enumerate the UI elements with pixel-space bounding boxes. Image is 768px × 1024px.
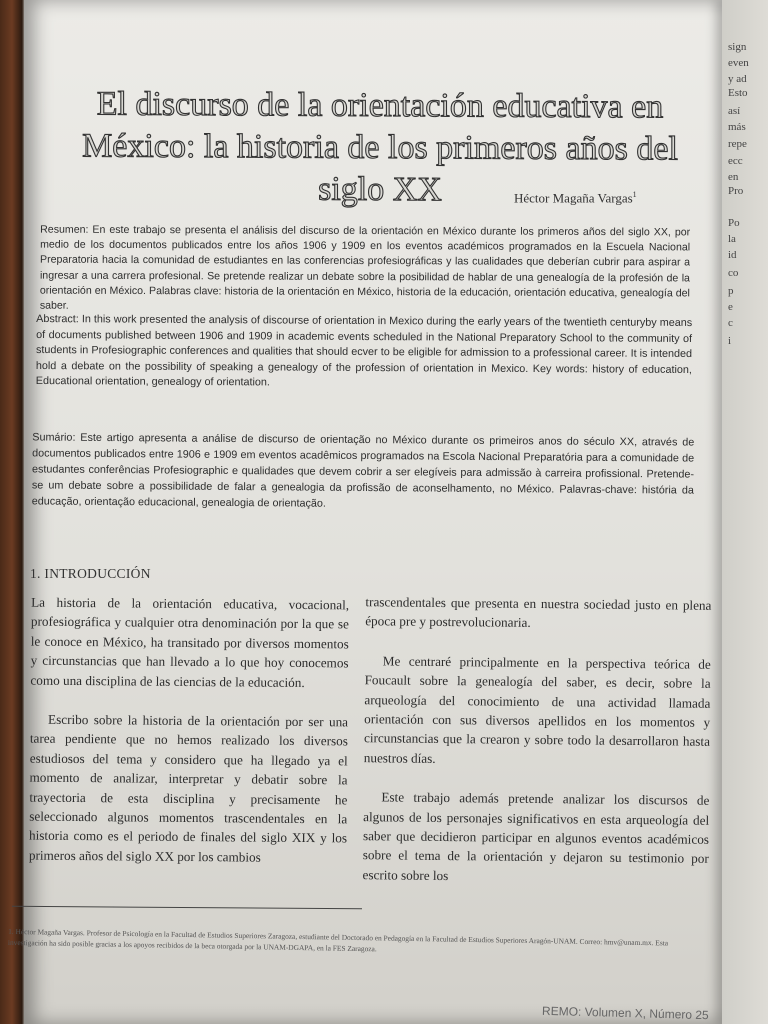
paragraph: Escribo sobre la historia de la orientación por ser una tarea pendiente que no hemos realizado los diversos estudiosos del tema y considero que ha llegado ya el momento de analizar, interpretar y debatir sobre la trayectoria de esta disciplina y precisamente he seleccionado algunos momentos trascendentales en la historia como es el periodo de finales del siglo XIX y los primeros años del siglo XX por los cambios [28, 711, 349, 865]
paragraph: Me centraré principalmente en la perspectiva teórica de Foucault sobre la genealogía del saber, es decir, sobre la arqueología del conocimiento de una actividad llamada orientación con sus diversos apellidos en los momentos y circunstancias que la crearon y sobre todo la desarrollaron hasta nuestros días. [363, 653, 711, 766]
next-page-fragment: i [728, 335, 732, 347]
paragraph: trascendentales que presenta en nuestra sociedad justo en plena época pre y postrevolucionaria. [365, 594, 712, 631]
next-page-fragment: Po [728, 217, 740, 229]
next-page-fragment: co [728, 267, 739, 279]
next-page-fragment: y ad [728, 73, 747, 85]
sumario-portuguese: Sumário: Este artigo apresenta a análise de discurso de orientação no México durante os primeiros anos do século XX, através de documentos publicados entre 1906 e 1909 em eventos acadêmicos programados na Escola Nacional Preparatória para a comunidade de estudantes conferências Profesiographic e qualidades que devem cobrir a ser elegíveis para admissão à carreira profissional. Pretende-se um debate sobre a possibilidade de falar a genealogia da profissão de aconselhamento, no México. Palavras-chave: história da educação, orientação educacional, genealogia de orientação. [31, 431, 695, 510]
next-page-fragment: la [728, 233, 736, 245]
abstract-english: Abstract: In this work presented the analysis of discourse of orientation in Mexico during the early years of the twentieth centuryby means of documents published between 1906 and 1909 in academic events scheduled in the National Preparatory School to the community of students in Profesiographic conferences and qualities that should ecver to be eligible for admission to a professional career. It is intended hold a debate on the possibility of speaking a genealogy of the profession of orientation in Mexico. Key words: history of education, Educational orientation, genealogy of orientation. [35, 312, 693, 389]
next-page-fragment: sign [728, 41, 747, 53]
article-title: El discurso de la orientación educativa en México: la historia de los primeros años del siglo XX [82, 85, 678, 209]
next-page-fragment: c [728, 317, 733, 329]
next-page-fragment: id [728, 249, 737, 261]
section-heading: 1. INTRODUCCIÓN [30, 566, 151, 581]
body-column-right [362, 592, 711, 888]
next-page-fragment: así [728, 105, 741, 117]
author-line [514, 190, 637, 206]
author-footnote-marker: 1 [632, 190, 637, 199]
next-page-fragment: e [728, 301, 733, 313]
paragraph: Este trabajo además pretende analizar los discursos de algunos de los personajes significativos en esta arqueología del saber que decidieron participar en algunos eventos académicos sobre el tema de la orientación y dejaron su testimonio por escrito sobre los [362, 789, 710, 883]
next-page-fragment: más [728, 121, 746, 133]
author-name: Héctor Magaña Vargas [514, 190, 633, 206]
paragraph: La historia de la orientación educativa, vocacional, profesiográfica y cualquier otra denominación por la que se le conoce en México, ha transitado por diversos momentos y circunstancias que han llevado a lo que hoy conocemos como una disciplina de las ciencias de la educación. [30, 594, 350, 690]
next-page-fragment: repe [728, 138, 747, 150]
page-folio: REMO: Volumen X, Número 25 [541, 1003, 709, 1023]
next-page-fragment: en [728, 171, 739, 183]
next-page-fragment: ecc [728, 155, 743, 167]
body-column-left [29, 593, 349, 868]
next-page-fragment: p [728, 285, 734, 297]
next-page-fragment: even [728, 57, 749, 69]
next-page-fragment: Esto [728, 87, 748, 99]
resumen-spanish: Resumen: En este trabajo se presenta el análisis del discurso de la orientación en México durante los primeros años del siglo XX, por medio de los documentos publicados entre los años 1906 y 1909 en los eventos académicos programados en la Escuela Nacional Preparatoria hacia la comunidad de estudiantes en las conferencias profesiográficas y las cualidades que deberían cubrir para aspirar a ingresar a una carrera profesional. Se pretende realizar un debate sobre la posibilidad de hablar de una genealogía de la profesión de la orientación en México. Palabras clave: historia de la orientación en México, historia de la educación, orientación educativa, genealogía del saber. [39, 223, 691, 312]
next-page-edge [722, 0, 768, 1024]
footnote-divider [12, 906, 362, 909]
document-page [7, 0, 768, 1024]
footnote: 1. Héctor Magaña Vargas. Profesor de Psicología en la Facultad de Estudios Superiores Zaragoza, estudiante del Doctorado en Pedagogía en la Facultad de Estudios Superiores Aragón-UNAM. Correo: hmv@unam.mx. Esta investigación ha sido posible gracias a los apoyos recibidos de la beca otorgada por la UNAM-DGAPA, en la FES Zaragoza. [7, 926, 669, 954]
next-page-fragment: Pro [728, 185, 744, 197]
